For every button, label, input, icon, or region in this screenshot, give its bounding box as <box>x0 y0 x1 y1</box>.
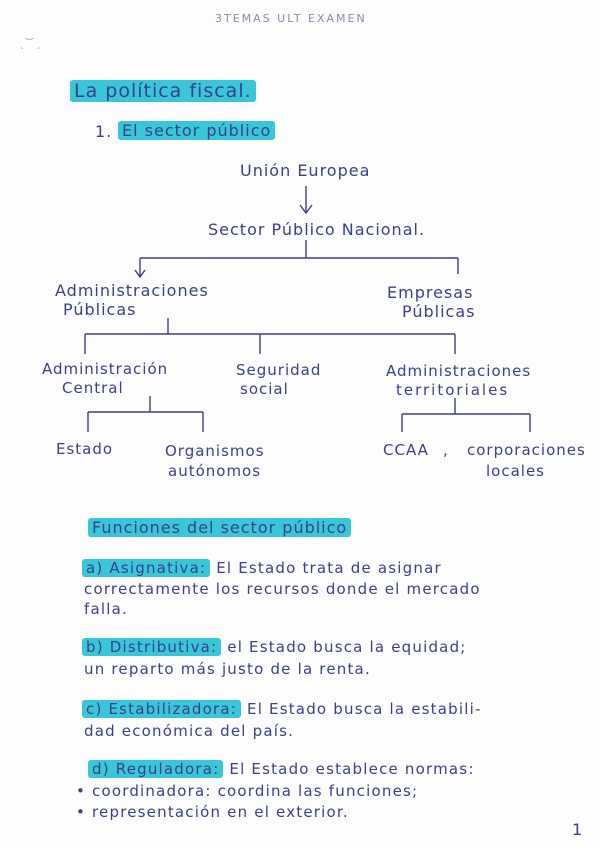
node-admin-publicas-line2: Públicas <box>63 300 137 319</box>
function-d-line2: • coordinadora: coordina las funciones; <box>76 782 419 800</box>
node-seguridad-social-line1: Seguridad <box>236 361 322 379</box>
function-d-text1: El Estado establece normas: <box>229 760 475 778</box>
function-c-line2: dad económica del país. <box>84 722 295 740</box>
node-corporaciones-line2: locales <box>486 462 545 480</box>
section-number: 1. <box>95 122 113 141</box>
node-estado: Estado <box>56 440 114 458</box>
functions-heading-text: Funciones del sector público <box>88 518 351 537</box>
function-c-line1 <box>82 700 482 718</box>
node-sector-publico-nacional: Sector Público Nacional. <box>208 220 426 239</box>
function-a-label: a) Asignativa: <box>82 559 210 577</box>
top-note: 3TEMAS ULT EXAMEN <box>215 12 367 25</box>
node-admin-central-line1: Administración <box>42 360 169 378</box>
node-admin-territoriales-line2: territoriales <box>396 381 510 399</box>
corner-scribble: ˎ ͝ ¸ <box>20 40 43 50</box>
node-union-europea: Unión Europea <box>240 161 371 180</box>
function-a-line2: correctamente los recursos donde el mercado <box>84 580 481 598</box>
function-a-line3: falla. <box>84 600 128 618</box>
function-d-label: d) Reguladora: <box>88 760 223 778</box>
node-seguridad-social-line2: social <box>240 380 289 398</box>
node-corporaciones-line1: corporaciones <box>467 441 586 459</box>
function-a-text1: El Estado trata de asignar <box>216 559 442 577</box>
node-organismos-line2: autónomos <box>168 462 262 480</box>
node-admin-territoriales-line1: Administraciones <box>386 362 532 380</box>
function-b-label: b) Distributiva: <box>82 638 221 656</box>
function-c-label: c) Estabilizadora: <box>82 700 241 718</box>
page-number: 1 <box>572 820 584 839</box>
function-d-line3: • representación en el exterior. <box>76 803 349 821</box>
node-empresas-publicas-line1: Empresas <box>387 283 474 302</box>
node-ccaa: CCAA <box>383 441 429 459</box>
node-organismos-line1: Organismos <box>165 442 265 460</box>
function-b-text1: el Estado busca la equidad; <box>227 638 467 656</box>
title-highlight: La política fiscal. <box>70 80 256 102</box>
function-a-line1 <box>82 559 442 577</box>
function-d-line1 <box>88 760 475 778</box>
node-comma: , <box>443 441 449 459</box>
function-c-text1: El Estado busca la estabili- <box>247 700 482 718</box>
node-admin-central-line2: Central <box>62 379 124 397</box>
functions-heading <box>88 518 351 537</box>
section-heading-text: El sector público <box>118 121 275 140</box>
node-admin-publicas-line1: Administraciones <box>55 281 209 300</box>
function-b-line2: un reparto más justo de la renta. <box>84 660 371 678</box>
node-empresas-publicas-line2: Públicas <box>402 302 476 321</box>
function-b-line1 <box>82 638 467 656</box>
